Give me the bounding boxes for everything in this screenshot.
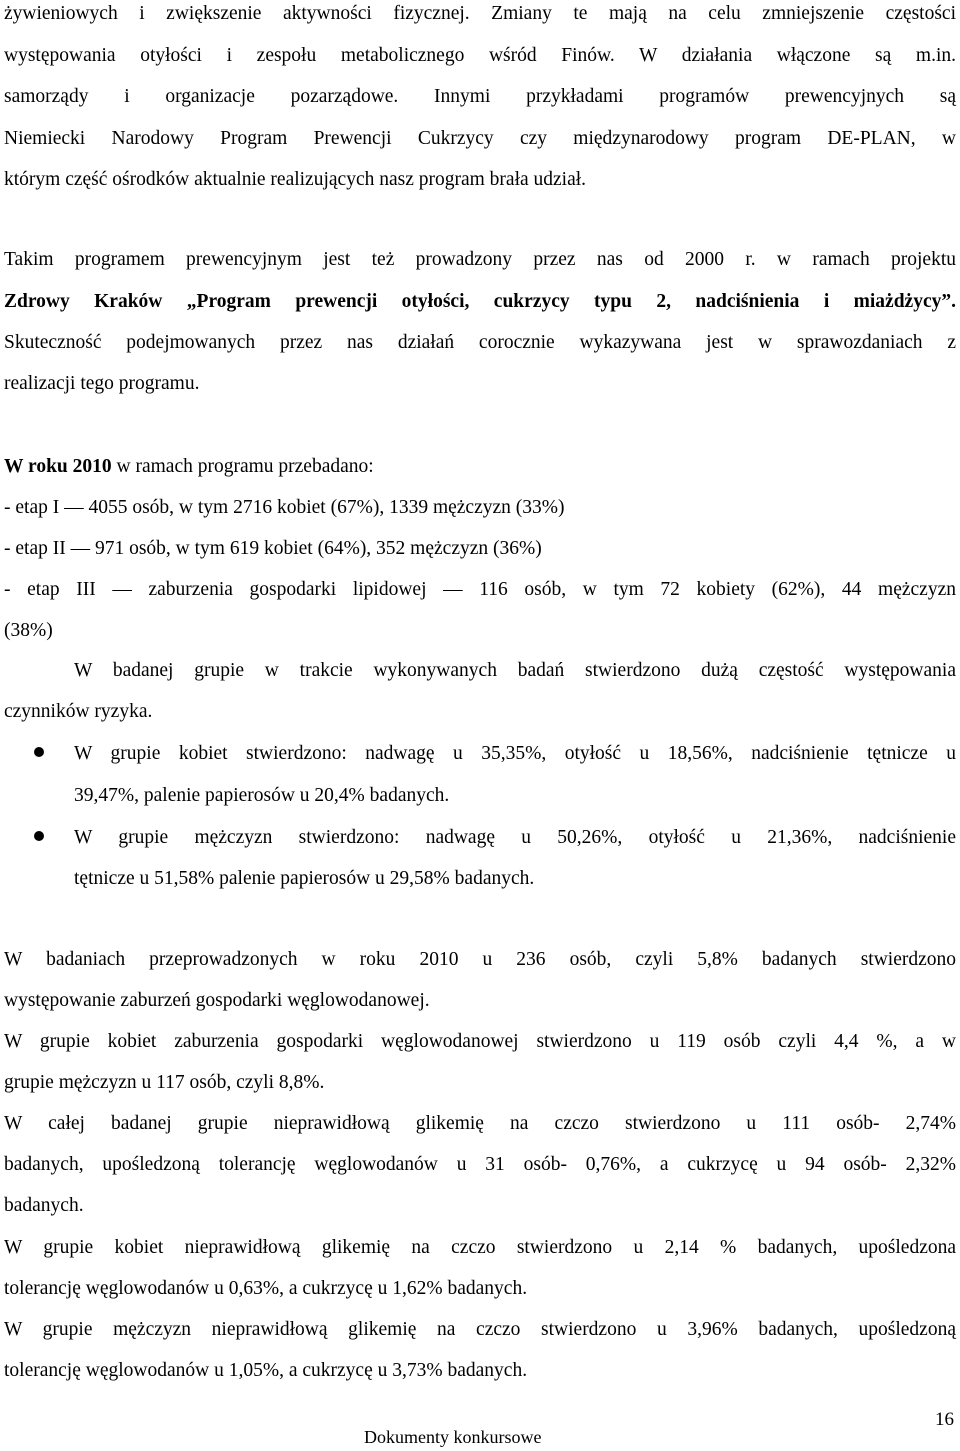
bullet-icon <box>34 831 44 841</box>
paragraph-4-line-6: badanych, upośledzoną tolerancję węglowodanów u 31 osób- 0,76%, a cukrzycę u 94 osób- 2,32% <box>4 1154 956 1175</box>
paragraph-4-line-10: W grupie mężczyzn nieprawidłową glikemię na czczo stwierdzono u 3,96% badanych, upośledzoną <box>4 1319 956 1340</box>
stage-2-line: - etap II — 971 osób, w tym 619 kobiet (64%), 352 mężczyzn (36%) <box>4 538 542 559</box>
year-heading-rest: w ramach programu przebadano: <box>111 456 374 477</box>
paragraph-4-line-7: badanych. <box>4 1195 84 1216</box>
bullet-2-line-2: tętnicze u 51,58% palenie papierosów u 29,58% badanych. <box>74 868 535 889</box>
paragraph-2-line-3: Skuteczność podejmowanych przez nas działań corocznie wykazywana jest w sprawozdaniach z <box>4 332 956 353</box>
paragraph-4-line-8: W grupie kobiet nieprawidłową glikemię na czczo stwierdzono u 2,14 % badanych, upośledzona <box>4 1237 956 1258</box>
risk-factors-line-1: W badanej grupie w trakcie wykonywanych badań stwierdzono dużą częstość występowania <box>74 660 956 681</box>
paragraph-4-line-4: grupie mężczyzn u 117 osób, czyli 8,8%. <box>4 1072 325 1093</box>
paragraph-1-line-4: Niemiecki Narodowy Program Prewencji Cukrzycy czy międzynarodowy program DE-PLAN, w <box>4 128 956 149</box>
bullet-1-line-1: W grupie kobiet stwierdzono: nadwagę u 35,35%, otyłość u 18,56%, nadciśnienie tętnicze u <box>74 743 956 764</box>
paragraph-4-line-9: tolerancję węglowodanów u 0,63%, a cukrzycę u 1,62% badanych. <box>4 1278 528 1299</box>
risk-factors-line-2: czynników ryzyka. <box>4 701 153 722</box>
page-number: 16 <box>935 1409 954 1430</box>
paragraph-4-line-1: W badaniach przeprowadzonych w roku 2010 u 236 osób, czyli 5,8% badanych stwierdzono <box>4 949 956 970</box>
footer-label: Dokumenty konkursowe <box>364 1427 542 1447</box>
year-heading: W roku 2010 <box>4 456 112 477</box>
stage-3-line: - etap III — zaburzenia gospodarki lipidowej — 116 osób, w tym 72 kobiety (62%), 44 mężczyzn <box>4 579 956 600</box>
paragraph-4-line-2: występowanie zaburzeń gospodarki węglowodanowej. <box>4 990 430 1011</box>
stage-3-line-continued: (38%) <box>4 620 53 641</box>
paragraph-1-line-3: samorządy i organizacje pozarządowe. Innymi przykładami programów prewencyjnych są <box>4 86 956 107</box>
paragraph-2-line-1: Takim programem prewencyjnym jest też prowadzony przez nas od 2000 r. w ramach projektu <box>4 249 956 270</box>
paragraph-1-line-1: żywieniowych i zwiększenie aktywności fizycznej. Zmiany te mają na celu zmniejszenie częstości <box>4 3 956 24</box>
paragraph-2-line-4: realizacji tego programu. <box>4 373 200 394</box>
paragraph-4-line-5: W całej badanej grupie nieprawidłową glikemię na czczo stwierdzono u 111 osób- 2,74% <box>4 1113 956 1134</box>
stage-1-line: - etap I — 4055 osób, w tym 2716 kobiet (67%), 1339 mężczyzn (33%) <box>4 497 565 518</box>
paragraph-3-line-1 <box>4 455 956 479</box>
bullet-icon <box>34 747 44 757</box>
paragraph-4-line-11: tolerancję węglowodanów u 1,05%, a cukrzycę u 3,73% badanych. <box>4 1360 528 1381</box>
paragraph-4-line-3: W grupie kobiet zaburzenia gospodarki węglowodanowej stwierdzono u 119 osób czyli 4,4 %, a w <box>4 1031 956 1052</box>
paragraph-1-line-2: występowania otyłości i zespołu metabolicznego wśród Finów. W działania włączone są m.in. <box>4 45 956 66</box>
bullet-2-line-1: W grupie mężczyzn stwierdzono: nadwagę u 50,26%, otyłość u 21,36%, nadciśnienie <box>74 827 956 848</box>
paragraph-2-line-2-bold: Zdrowy Kraków „Program prewencji otyłości, cukrzycy typu 2, nadciśnienia i miażdżycy”. <box>4 291 956 312</box>
paragraph-1-line-5: którym część ośrodków aktualnie realizujących nasz program brała udział. <box>4 169 587 190</box>
bullet-1-line-2: 39,47%, palenie papierosów u 20,4% badanych. <box>74 785 450 806</box>
